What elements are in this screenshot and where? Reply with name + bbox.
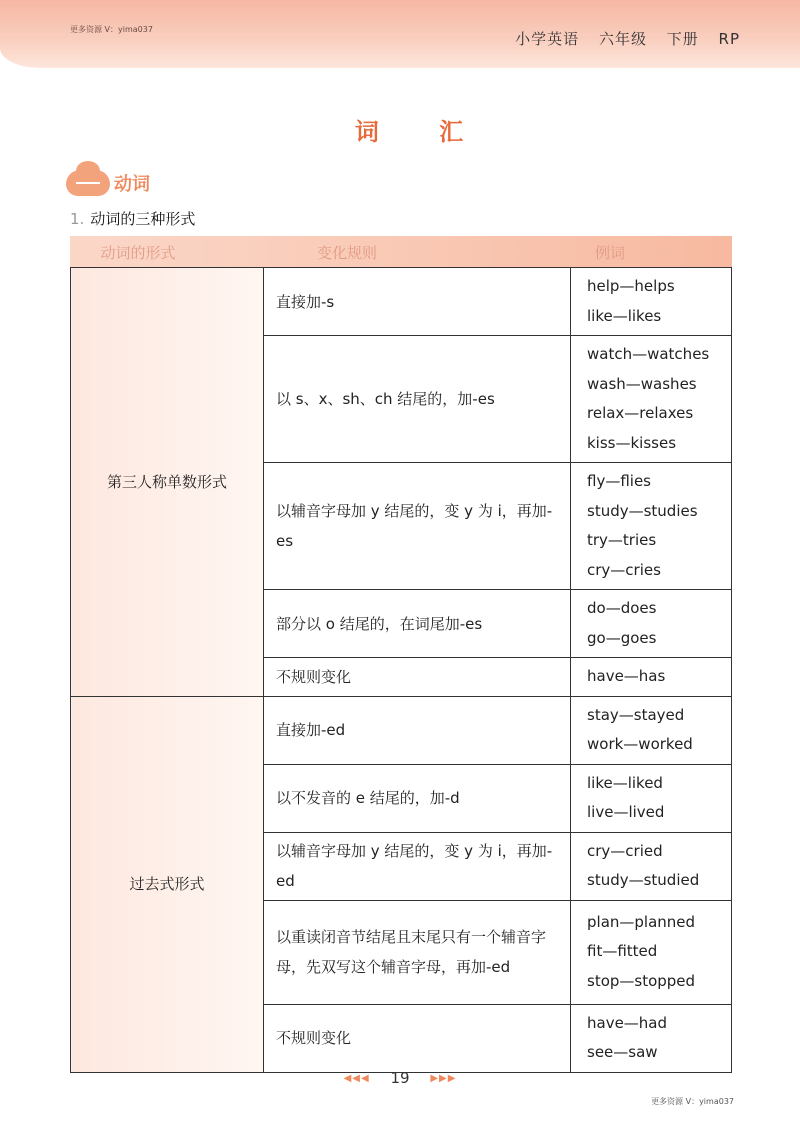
example-word: like—liked — [587, 773, 663, 792]
page-title: 词 汇 — [354, 118, 490, 146]
example-cell — [571, 336, 732, 463]
rule-cell: 不规则变化 — [264, 1004, 571, 1072]
header-subject: 小学英语 — [515, 30, 580, 48]
example-word: cry—cried — [587, 841, 663, 860]
rule-cell: 以辅音字母加 y 结尾的，变 y 为 i，再加-ed — [264, 832, 571, 900]
subheading-text: 动词的三种形式 — [90, 210, 196, 228]
page-number: 19 — [390, 1069, 410, 1087]
example-cell — [571, 832, 732, 900]
rule-cell: 以重读闭音节结尾且末尾只有一个辅音字母，先双写这个辅音字母，再加-ed — [264, 900, 571, 1004]
example-word: fly—flies — [587, 472, 651, 490]
example-word: have—had — [587, 1013, 668, 1032]
example-cell — [571, 900, 732, 1004]
header-rule: 变化规则 — [316, 243, 377, 262]
section-label: 动词 — [114, 174, 150, 195]
example-word: do—does — [587, 599, 657, 617]
header-watermark: 更多资源 V：yima037 — [70, 25, 153, 34]
table-header — [70, 236, 732, 268]
header-book-info — [501, 28, 740, 49]
example-word: cry—cries — [587, 560, 661, 579]
verb-forms-table — [70, 267, 732, 1073]
example-word: like—likes — [587, 306, 662, 325]
cloud-icon — [66, 170, 110, 196]
header-term: 下册 — [666, 30, 699, 48]
table-row — [71, 268, 732, 336]
next-arrows-icon: ▶▶▶ — [430, 1073, 457, 1084]
example-word: watch—watches — [587, 345, 710, 363]
header-example: 例词 — [594, 243, 625, 262]
page-footer — [0, 1069, 800, 1087]
rule-cell: 直接加-ed — [264, 696, 571, 764]
example-word: have—has — [587, 667, 666, 685]
rule-cell: 直接加-s — [264, 268, 571, 336]
example-word: fit—fitted — [587, 942, 658, 961]
form-category: 第三人称单数形式 — [71, 268, 264, 697]
example-word: plan—planned — [587, 912, 696, 931]
example-word: go—goes — [587, 628, 657, 647]
example-word: help—helps — [587, 277, 675, 295]
rule-cell: 不规则变化 — [264, 658, 571, 697]
example-word: kiss—kisses — [587, 433, 677, 452]
rule-cell: 部分以 o 结尾的，在词尾加-es — [264, 590, 571, 658]
footer-watermark: 更多资源 V：yima037 — [651, 1097, 734, 1106]
example-word: stay—stayed — [587, 705, 685, 724]
example-word: see—saw — [587, 1043, 658, 1061]
section-badge — [66, 166, 170, 200]
example-cell — [571, 764, 732, 832]
example-word: work—worked — [587, 735, 693, 753]
example-cell — [571, 268, 732, 336]
rule-cell: 以不发音的 e 结尾的，加-d — [264, 764, 571, 832]
header-form: 动词的形式 — [100, 243, 176, 262]
example-word: stop—stopped — [587, 971, 696, 990]
example-cell — [571, 658, 732, 697]
subheading-number: 1. — [70, 210, 85, 228]
example-word: try—tries — [587, 531, 657, 549]
top-banner — [0, 0, 800, 68]
rule-cell: 以辅音字母加 y 结尾的，变 y 为 i，再加-es — [264, 463, 571, 590]
example-word: relax—relaxes — [587, 404, 694, 422]
example-cell — [571, 590, 732, 658]
example-cell — [571, 463, 732, 590]
example-cell — [571, 1004, 732, 1072]
example-word: study—studied — [587, 871, 700, 889]
subheading — [70, 208, 195, 229]
example-word: live—lived — [587, 803, 665, 821]
example-cell — [571, 696, 732, 764]
rule-cell: 以 s、x、sh、ch 结尾的，加-es — [264, 336, 571, 463]
header-grade: 六年级 — [598, 30, 647, 48]
example-word: wash—washes — [587, 374, 697, 393]
header-edition: RP — [718, 30, 740, 48]
example-word: study—studies — [587, 501, 698, 520]
table-row — [71, 696, 732, 764]
form-category: 过去式形式 — [71, 696, 264, 1072]
prev-arrows-icon: ◀◀◀ — [343, 1073, 370, 1084]
